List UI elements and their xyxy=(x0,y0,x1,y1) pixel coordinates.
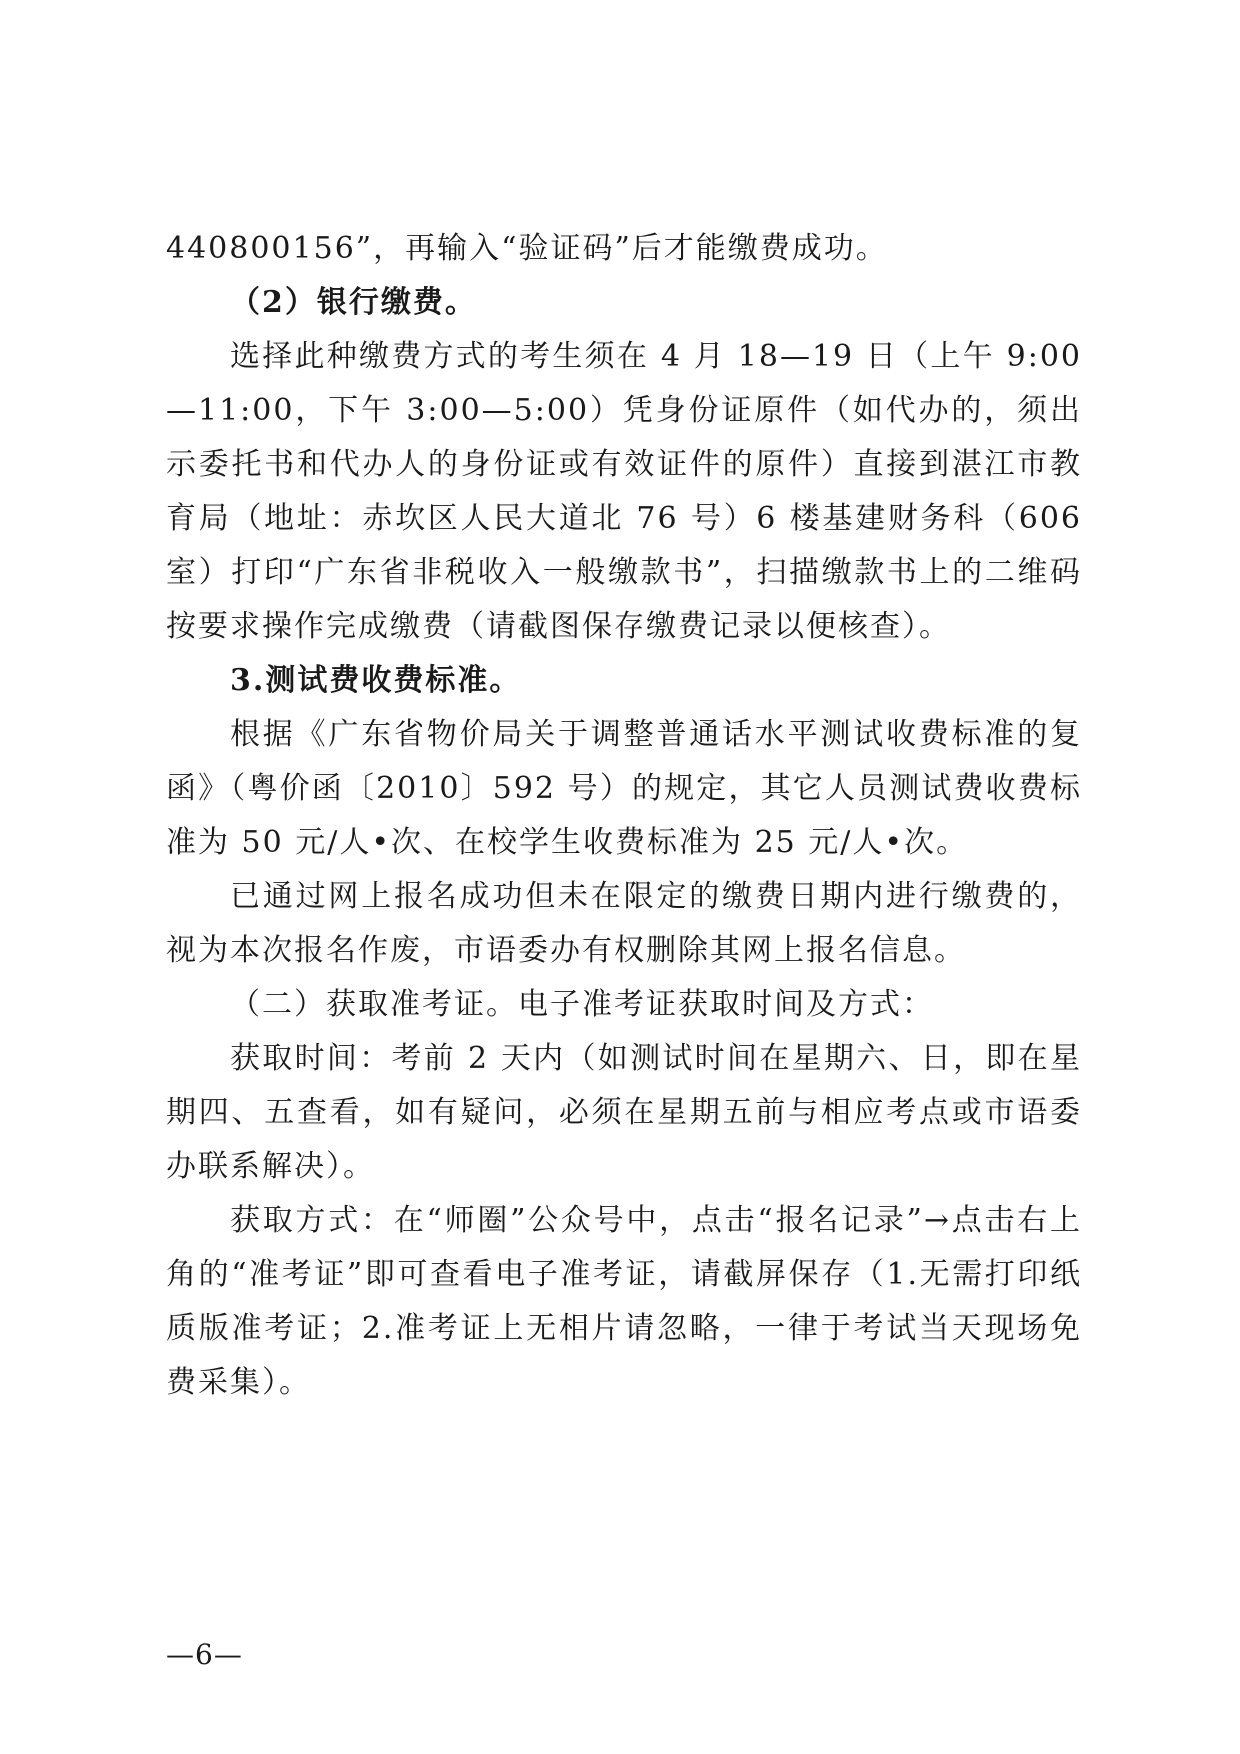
paragraph-ticket-time: 获取时间：考前 2 天内（如测试时间在星期六、日，即在星期四、五查看，如有疑问，必须在星期五前与相应考点或市语委办联系解决）。 xyxy=(166,1041,1082,1184)
heading-bank-payment: （2）银行缴费。 xyxy=(230,285,477,320)
paragraph-bank-payment-instructions: 选择此种缴费方式的考生须在 4 月 18—19 日（上午 9:00—11:00，下午 3:00—5:00）凭身份证原件（如代办的，须出示委托书和代办人的身份证或有效证件的原件）直接到湛江市教育局（地址：赤坎区人民大道北 76 号）6 楼基建财务科（606 室）打印“广东省非税收入一般缴款书”，扫描缴款书上的二维码按要求操作完成缴费（请截图保存缴费记录以便核查）。 xyxy=(166,339,1082,644)
page-number: —6— xyxy=(166,1638,243,1671)
paragraph-ticket-method: 获取方式：在“师圈”公众号中，点击“报名记录”→点击右上角的“准考证”即可查看电子准考证，请截屏保存（1.无需打印纸质版准考证；2.准考证上无相片请忽略，一律于考试当天现场免费采集）。 xyxy=(166,1203,1082,1400)
document-body xyxy=(166,222,1082,1410)
paragraph-fee-standard: 根据《广东省物价局关于调整普通话水平测试收费标准的复函》（粤价函〔2010〕592 号）的规定，其它人员测试费收费标准为 50 元/人•次、在校学生收费标准为 25 元/人•次。 xyxy=(166,717,1082,860)
heading-fee-standard: 3.测试费收费标准。 xyxy=(230,663,522,698)
heading-admission-ticket: （二）获取准考证。电子准考证获取时间及方式： xyxy=(230,987,934,1022)
paragraph-payment-code: 440800156”，再输入“验证码”后才能缴费成功。 xyxy=(166,231,888,266)
paragraph-unpaid-registration: 已通过网上报名成功但未在限定的缴费日期内进行缴费的，视为本次报名作废，市语委办有权删除其网上报名信息。 xyxy=(166,879,1082,968)
